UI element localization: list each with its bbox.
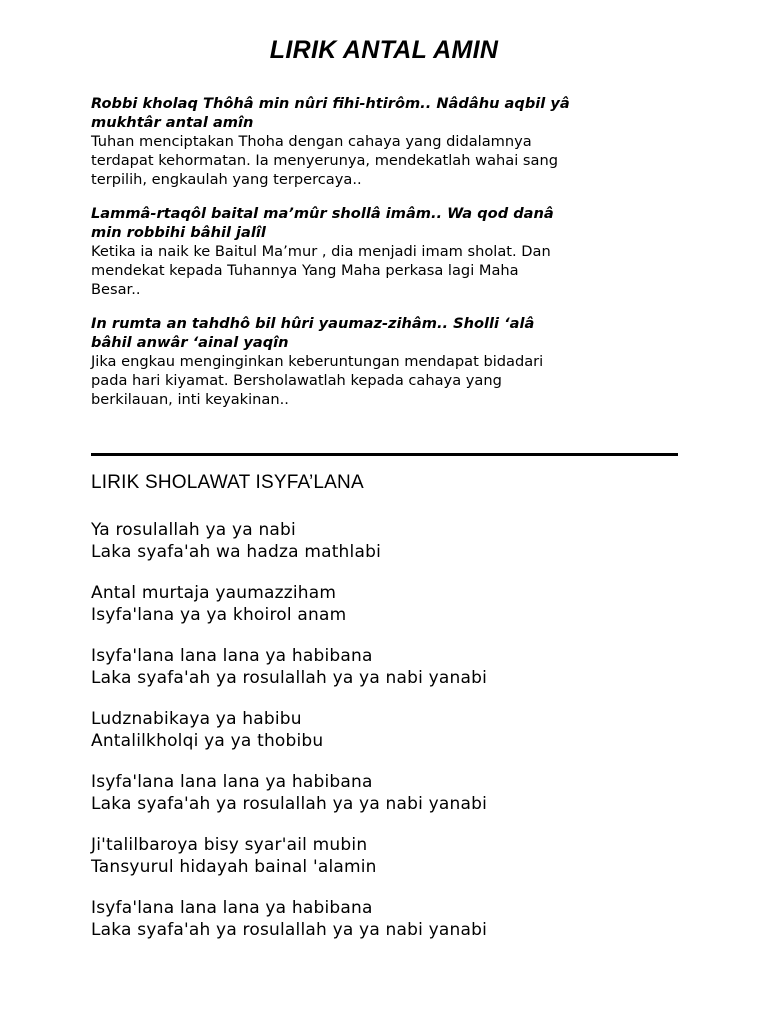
lyric-line: Laka syafa'ah wa hadza mathlabi xyxy=(91,541,381,562)
lyric-line: Antal murtaja yaumazziham xyxy=(91,583,337,603)
lyric-line: Laka syafa'ah ya rosulallah ya ya nabi yanabi xyxy=(91,667,488,688)
stanza xyxy=(91,583,711,626)
lyric-line: Laka syafa'ah ya rosulallah ya ya nabi yanabi xyxy=(91,919,488,940)
text-line: berkilauan, inti keyakinan.. xyxy=(91,391,289,408)
text-line: Jika engkau menginginkan keberuntungan mendapat bidadari xyxy=(91,353,544,370)
stanza xyxy=(91,646,711,689)
lyric-line: Tansyurul hidayah bainal 'alamin xyxy=(91,856,377,877)
stanza xyxy=(91,520,711,563)
text-line: In rumta an tahdhô bil hûri yaumaz-zihâm.. Sholli ‘alâ xyxy=(91,315,535,332)
text-line: bâhil anwâr ‘ainal yaqîn xyxy=(91,334,289,351)
verse xyxy=(91,94,691,189)
text-line: terpilih, engkaulah yang terpercaya.. xyxy=(91,171,362,188)
lyric-line: Ludznabikaya ya habibu xyxy=(91,709,302,729)
text-line: Robbi kholaq Thôhâ min nûri fihi-htirôm.. Nâdâhu aqbil yâ xyxy=(91,95,570,112)
stanza xyxy=(91,709,711,752)
antal-amin-verses xyxy=(91,94,691,424)
verse-transliteration xyxy=(91,94,691,132)
verse-transliteration xyxy=(91,204,691,242)
text-line: Ketika ia naik ke Baitul Ma’mur , dia menjadi imam sholat. Dan xyxy=(91,243,551,260)
stanza xyxy=(91,772,711,815)
verse-translation xyxy=(91,242,691,299)
verse-translation xyxy=(91,352,691,409)
lyric-line: Ya rosulallah ya ya nabi xyxy=(91,520,296,540)
lyric-line: Isyfa'lana lana lana ya habibana xyxy=(91,898,373,918)
text-line: mukhtâr antal amîn xyxy=(91,114,254,131)
text-line: mendekat kepada Tuhannya Yang Maha perkasa lagi Maha xyxy=(91,262,519,279)
text-line: terdapat kehormatan. Ia menyerunya, mendekatlah wahai sang xyxy=(91,152,558,169)
lyric-line: Laka syafa'ah ya rosulallah ya ya nabi yanabi xyxy=(91,793,488,814)
page-title: LIRIK ANTAL AMIN xyxy=(269,36,499,64)
text-line: Lammâ-rtaqôl baital ma’mûr shollâ imâm.. Wa qod danâ xyxy=(91,205,554,222)
isyfalana-lyrics xyxy=(91,520,711,961)
lyric-line: Isyfa'lana lana lana ya habibana xyxy=(91,646,373,666)
text-line: Besar.. xyxy=(91,281,141,298)
verse-transliteration xyxy=(91,314,691,352)
section-divider xyxy=(91,453,678,456)
lyric-line: Isyfa'lana lana lana ya habibana xyxy=(91,772,373,792)
stanza xyxy=(91,898,711,941)
stanza xyxy=(91,835,711,878)
section-title: LIRIK SHOLAWAT ISYFA’LANA xyxy=(91,472,364,493)
verse xyxy=(91,204,691,299)
verse xyxy=(91,314,691,409)
text-line: Tuhan menciptakan Thoha dengan cahaya yang didalamnya xyxy=(91,133,532,150)
lyric-line: Isyfa'lana ya ya khoirol anam xyxy=(91,604,347,625)
lyric-line: Antalilkholqi ya ya thobibu xyxy=(91,730,324,751)
text-line: min robbihi bâhil jalîl xyxy=(91,224,266,241)
lyric-line: Ji'talilbaroya bisy syar'ail mubin xyxy=(91,835,368,855)
text-line: pada hari kiyamat. Bersholawatlah kepada cahaya yang xyxy=(91,372,502,389)
verse-translation xyxy=(91,132,691,189)
